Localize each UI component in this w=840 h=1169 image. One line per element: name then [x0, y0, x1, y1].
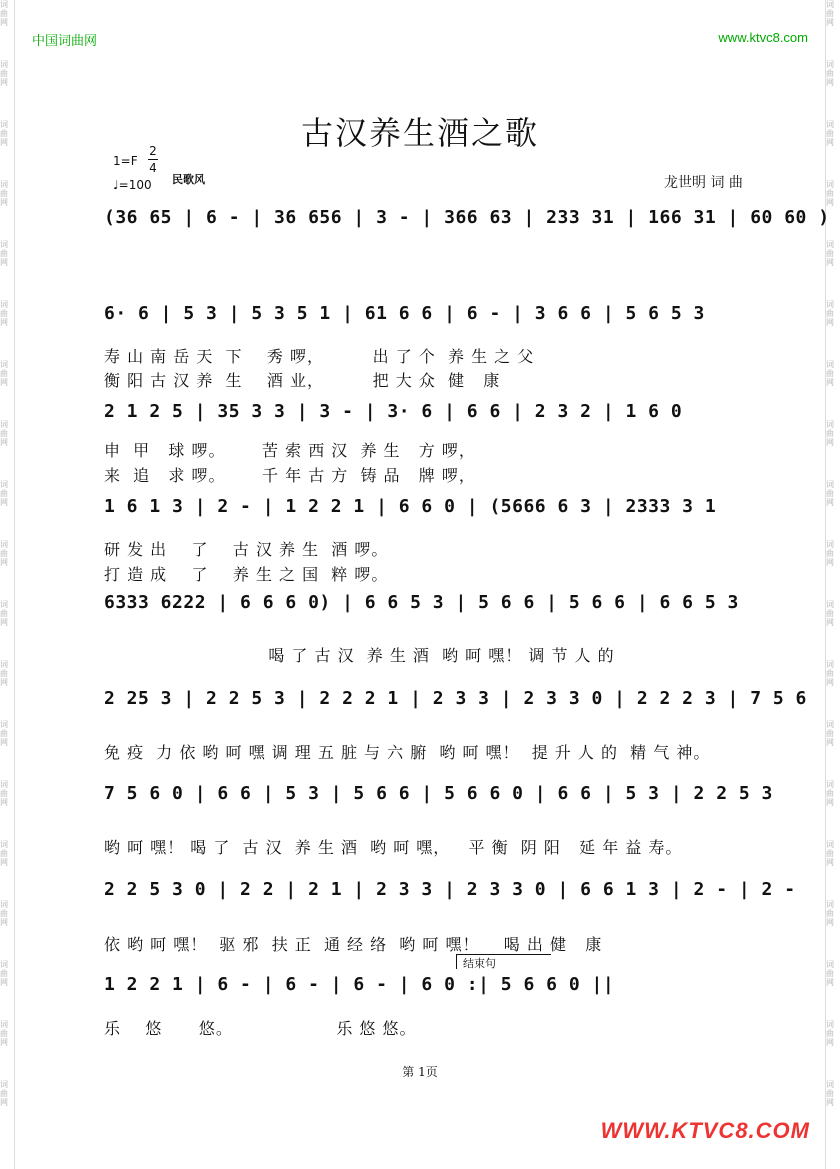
lyrics-row-4-verse-1: 研 发 出 了 古 汉 养 生 酒 啰。: [104, 540, 389, 559]
meter-top: 2: [149, 144, 157, 158]
lyrics-row-9: 乐 悠 悠。 乐 悠 悠。: [104, 1019, 417, 1038]
lyrics-row-7: 哟 呵 嘿！ 喝 了 古 汉 养 生 酒 哟 呵 嘿， 平 衡 阴 阳 延 年 益 寿。: [104, 838, 683, 857]
notation-row-3: 2 1 2 5 | 35 3 3 | 3 - | 3· 6 | 6 6 | 2 3 2 | 1 6 0: [104, 401, 683, 422]
time-signature: [148, 144, 158, 175]
lyrics-row-6: 免 疫 力 依 哟 呵 嘿 调 理 五 脏 与 六 腑 哟 呵 嘿！ 提 升 人 的 精 气 神。: [104, 743, 711, 762]
notation-row-7: 7 5 6 0 | 6 6 | 5 3 | 5 6 6 | 5 6 6 0 | 6 6 | 5 3 | 2 2 5 3: [104, 783, 773, 804]
lyrics-row-5: 喝 了 古 汉 养 生 酒 哟 呵 嘿！ 调 节 人 的: [104, 646, 615, 665]
lyrics-row-3-verse-1: 申 甲 球 啰。 苦 索 西 汉 养 生 方 啰，: [104, 441, 476, 460]
left-border: [14, 0, 15, 1169]
lyrics-row-3-verse-2: 来 追 求 啰。 千 年 古 方 铸 品 牌 啰，: [104, 466, 476, 485]
lyrics-row-8: 依 哟 呵 嘿！ 驱 邪 扶 正 通 经 络 哟 呵 嘿！ 喝 出 健 康: [104, 935, 603, 954]
left-watermark-strip: 词曲网 词曲网 词曲网 词曲网 词曲网 词曲网 词曲网 词曲网 词曲网 词曲网 词曲网 词曲网 词曲网 词曲网 词曲网 词曲网 词曲网 词曲网 词曲网: [0, 0, 8, 1107]
ending-bracket: [456, 954, 551, 969]
notation-row-8: 2 2 5 3 0 | 2 2 | 2 1 | 2 3 3 | 2 3 3 0 | 6 6 1 3 | 2 - | 2 -: [104, 879, 796, 900]
meter-bottom: 4: [149, 161, 157, 175]
site-url-right[interactable]: www.ktvc8.com: [718, 30, 808, 45]
lyrics-row-2-verse-2: 衡 阳 古 汉 养 生 酒 业， 把 大 众 健 康: [104, 371, 501, 390]
site-logo[interactable]: WWW.KTVC8.COM: [600, 1118, 810, 1143]
site-name-left[interactable]: 中国词曲网: [32, 34, 98, 49]
lyrics-row-4-verse-2: 打 造 成 了 养 生 之 国 粹 啰。: [104, 565, 389, 584]
notation-row-1: (36 65 | 6 - | 36 656 | 3 - | 366 63 | 233 31 | 166 31 | 60 60 ): [104, 207, 830, 228]
composer-credit: 龙世明 词 曲: [664, 175, 743, 191]
notation-row-5: 6333 6222 | 6 6 6 0) | 6 6 5 3 | 5 6 6 | 5 6 6 | 6 6 5 3: [104, 592, 739, 613]
notation-row-4: 1 6 1 3 | 2 - | 1 2 2 1 | 6 6 0 | (5666 6 3 | 2333 3 1: [104, 496, 717, 517]
tempo-marking: ♩=100: [113, 178, 152, 192]
page-number: 第 1页: [402, 1065, 438, 1079]
key-signature: 1=F: [113, 154, 138, 168]
lyrics-row-2-verse-1: 寿 山 南 岳 天 下 秀 啰， 出 了 个 养 生 之 父: [104, 347, 535, 366]
notation-row-2: 6· 6 | 5 3 | 5 3 5 1 | 61 6 6 | 6 - | 3 6 6 | 5 6 5 3: [104, 303, 705, 324]
right-watermark-strip: 词曲网 词曲网 词曲网 词曲网 词曲网 词曲网 词曲网 词曲网 词曲网 词曲网 词曲网 词曲网 词曲网 词曲网 词曲网 词曲网 词曲网 词曲网 词曲网: [826, 0, 834, 1107]
song-title: 古汉养生酒之歌: [300, 114, 539, 152]
style-marking: 民歌风: [172, 173, 205, 186]
notation-row-9: 1 2 2 1 | 6 - | 6 - | 6 - | 6 0 :| 5 6 6 0 ||: [104, 974, 615, 995]
notation-row-6: 2 25 3 | 2 2 5 3 | 2 2 2 1 | 2 3 3 | 2 3 3 0 | 2 2 2 3 | 7 5 6: [104, 688, 807, 709]
meter-divider: [148, 159, 158, 160]
ending-label: 结束句: [463, 957, 496, 970]
